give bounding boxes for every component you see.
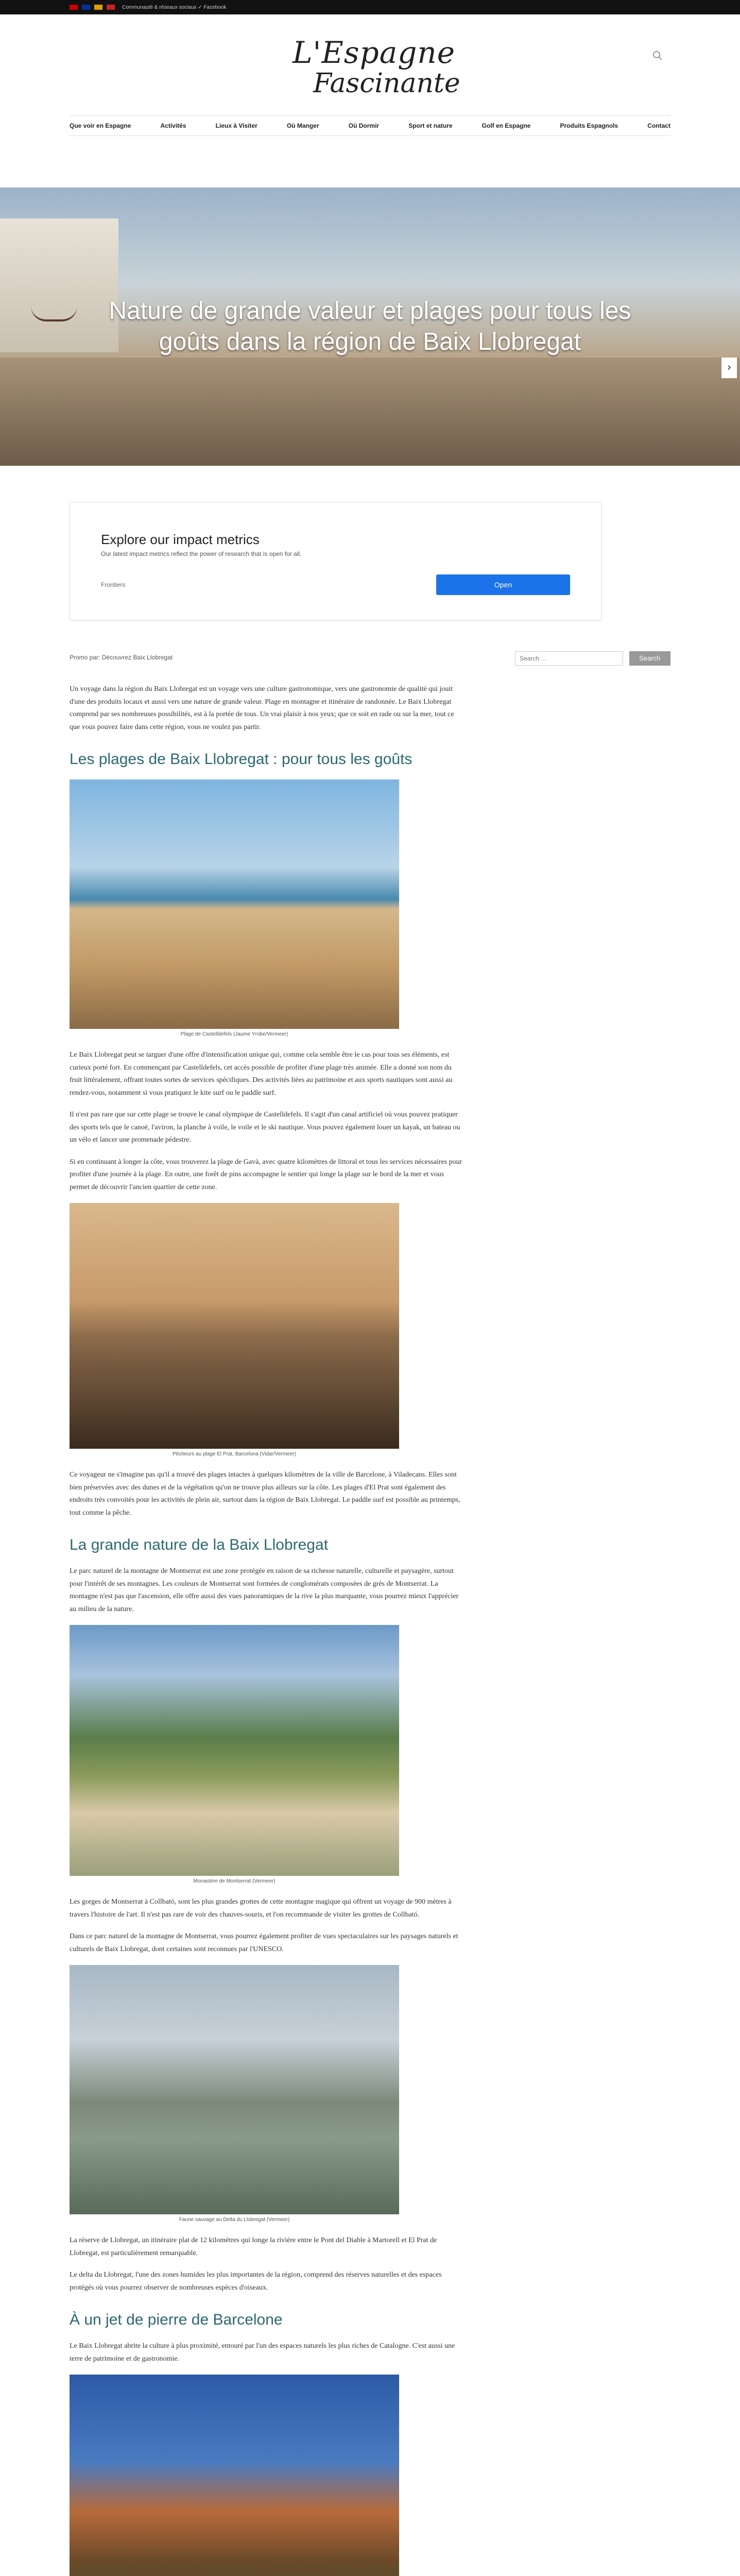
paragraph: La réserve de Llobregat, un itinéraire plat de 12 kilomètres qui longe la rivière entre le Pont del Diable à Martorell et El Prat de Llobregat, est particulièrement remarquable. bbox=[70, 2236, 437, 2257]
paragraph: Il n'est pas rare que sur cette plage se trouve le canal olympique de Castelldefels. Il s'agit d'un canal artificiel où vous pouvez pratiquer des sports tels que le canoë, l'aviron, la planche à voile, le voile et le ski nautique. Vous pouvez également louer un kayak, un bateau ou un vélo et lancer une promenade pédestre. bbox=[70, 1111, 460, 1144]
ad-open-button[interactable]: Open bbox=[436, 574, 570, 595]
paragraph: Le parc naturel de la montagne de Montserrat est une zone protégée en raison de sa richesse naturelle, culturelle et paysagère, surtout pour l'intérêt de ses montagnes. Les couleurs de Montserrat sont formées de conglomérats composées de grès de Montserrat. La montagne n'est pas que l'ascension, elle offre aussi des vues panoramiques de la rive la plus marquante, vous pourrez mieux l'apprécier au milieu de la nature. bbox=[70, 1567, 459, 1613]
flag-fr-icon[interactable] bbox=[82, 5, 90, 10]
sidebar bbox=[515, 651, 670, 666]
figure-beach bbox=[70, 779, 399, 1039]
sidebar-search-input[interactable] bbox=[515, 651, 623, 666]
logo-line2: Fascinante bbox=[313, 68, 460, 99]
heading-nature: La grande nature de la Baix Llobregat bbox=[70, 1536, 329, 1554]
paragraph: Le Baix Llobregat peut se targuer d'une offre d'intensification unique qui, comme cela semble être le cas pour tous ses éléments, est curieux porté fort. En commençant par Castelldefels, cet accès possible de profiter d'une plage très animée. Elle a donné son nom du fruit littéralement, offrant toutes sortes de services spécifiques. Des activités liées au patrimoine et aux sports nautiques sont aussi au rendez-vous, notamment si vous pratiquez le kite surf ou le paddle surf. bbox=[70, 1051, 453, 1097]
figure-fishermen bbox=[70, 1203, 399, 1459]
site-header bbox=[0, 14, 740, 115]
figure-castle bbox=[70, 2375, 399, 2576]
figure-caption: Pêcheurs au plage El Prat, Barcelona (Vidar/Vermeer) bbox=[173, 1451, 296, 1458]
search-icon[interactable] bbox=[652, 50, 663, 61]
figure-caption: Monastère de Montserrat (Vermeer) bbox=[193, 1878, 276, 1885]
beach-photo bbox=[70, 779, 399, 1029]
nav-item-golf[interactable]: Golf en Espagne bbox=[481, 122, 531, 129]
nav-item-activites[interactable]: Activités bbox=[160, 122, 186, 129]
nav-item-sport[interactable]: Sport et nature bbox=[408, 122, 453, 129]
ad-brand: Frontiers bbox=[101, 581, 126, 588]
flag-es-icon[interactable] bbox=[70, 5, 78, 10]
hero-banner bbox=[0, 188, 740, 466]
paragraph: Si en continuant à longer la côte, vous trouverez la plage de Gavà, avec quatre kilomètres de littoral et tous les services nécessaires pour profiter d'une journée à la plage. En outre, une forêt de pins accompagne le sentier qui longe la plage sur le bord de la mer et vous permet de découvrir l'ancien quartier de cette zone. bbox=[70, 1158, 462, 1191]
site-logo[interactable] bbox=[292, 35, 460, 108]
wildlife-photo bbox=[70, 1965, 399, 2214]
page-title: Nature de grande valeur et plages pour tous les goûts dans la région de Baix Llobregat bbox=[109, 297, 631, 355]
sidebar-search-button[interactable]: Search bbox=[629, 651, 670, 666]
paragraph: Les gorges de Montserrat à Collbató, sont les plus grandes grottes de cette montagne magique qui offrent un voyage de 900 mètres à travers l'histoire de l'art. Il n'est pas rare de voir des chauves-souris, et l'on recommande de visiter les grottes de Collbató. bbox=[70, 1898, 452, 1919]
paragraph: Le delta du Llobregat, l'une des zones humides les plus importantes de la région, comprend des réserves naturelles et des espaces protégés où vous pourrez observer de nombreuses espèces d'oiseaux. bbox=[70, 2271, 442, 2292]
nav-item-ou-dormir[interactable]: Où Dormir bbox=[348, 122, 380, 129]
paragraph: Le Baix Llobregat abrite la culture à plus proximité, entouré par l'un des espaces naturels les plus riches de Catalogne. C'est aussi une terre de patrimoine et de gastronomie. bbox=[70, 2342, 455, 2363]
main-nav bbox=[70, 115, 670, 136]
ad-description: Our latest impact metrics reflect the power of research that is open for all. bbox=[101, 550, 302, 557]
castle-photo bbox=[70, 2375, 399, 2576]
nav-item-lieux[interactable]: Lieux à Visiter bbox=[215, 122, 257, 129]
figure-caption: Faune sauvage au Delta du Llobregat (Vermeer) bbox=[179, 2217, 290, 2223]
hero-sand bbox=[0, 358, 740, 466]
figure-caption: Plage de Castelldefels (Jaume Yrobe/Vermeer) bbox=[180, 1031, 288, 1038]
nav-item-que-voir[interactable]: Que voir en Espagne bbox=[70, 122, 131, 129]
article bbox=[70, 652, 463, 2576]
paragraph: Ce voyageur ne s'imagine pas qu'il a trouvé des plages intactes à quelques kilomètres de la ville de Barcelone, à Viladecans. Elles sont bien préservées avec des dunes et de la végétation qu'on ne trouve plus ailleurs sur la côte. Les plages d'El Prat sont également des endroits très convoités pour les activités de plein air, surtout dans la région de Baix Llobregat. Le paddle surf est possible au printemps, tout comme la pêche. bbox=[70, 1471, 460, 1517]
heading-barcelona: À un jet de pierre de Barcelone bbox=[70, 2311, 283, 2329]
nav-item-ou-manger[interactable]: Où Manger bbox=[286, 122, 319, 129]
figure-montserrat bbox=[70, 1625, 399, 1886]
montserrat-photo bbox=[70, 1625, 399, 1876]
top-bar bbox=[0, 0, 740, 14]
intro-paragraph: Un voyage dans la région du Baix Llobregat est un voyage vers une culture gastronomique, vers une gastronomie de qualité qui jouit d'une des produits locaux et aussi vers une nature de grande valeur. Plage en montagne et itinéraire de randonnée. Le Baix Llobregat comprend par ses nombreuses possibilités, est à la portée de tous. Un vrai plaisir à nos yeux; que ce soit en rade ou sur la mer, tout ce que vous pouvez faire dans cette région, vous ne voulez pas partir. bbox=[70, 685, 454, 731]
ad-title: Explore our impact metrics bbox=[101, 532, 260, 547]
byline: Promo par: Découvrez Baix Llobregat bbox=[70, 654, 173, 661]
heading-beaches: Les plages de Baix Llobregat : pour tous les goûts bbox=[70, 751, 412, 768]
community-link[interactable]: Communauté & réseaux sociaux ✓ Facebook bbox=[122, 4, 227, 10]
logo-line1: L'Espagne bbox=[292, 35, 456, 70]
paragraph: Dans ce parc naturel de la montagne de Montserrat, vous pourrez également profiter de vues spectaculaires sur les paysages naturels et culturels de Baix Llobregat, dont certaines sont reconnues par l'UNESCO. bbox=[70, 1933, 458, 1953]
flag-ca-icon[interactable] bbox=[107, 5, 115, 10]
advertisement[interactable] bbox=[70, 502, 601, 620]
bicycle-icon bbox=[31, 291, 77, 321]
nav-item-contact[interactable]: Contact bbox=[647, 122, 670, 129]
figure-wildlife bbox=[70, 1965, 399, 2224]
nav-item-produits[interactable]: Produits Espagnols bbox=[560, 122, 618, 129]
fishermen-photo bbox=[70, 1203, 399, 1449]
flag-de-icon[interactable] bbox=[94, 5, 102, 10]
next-arrow-icon[interactable]: › bbox=[721, 358, 737, 378]
